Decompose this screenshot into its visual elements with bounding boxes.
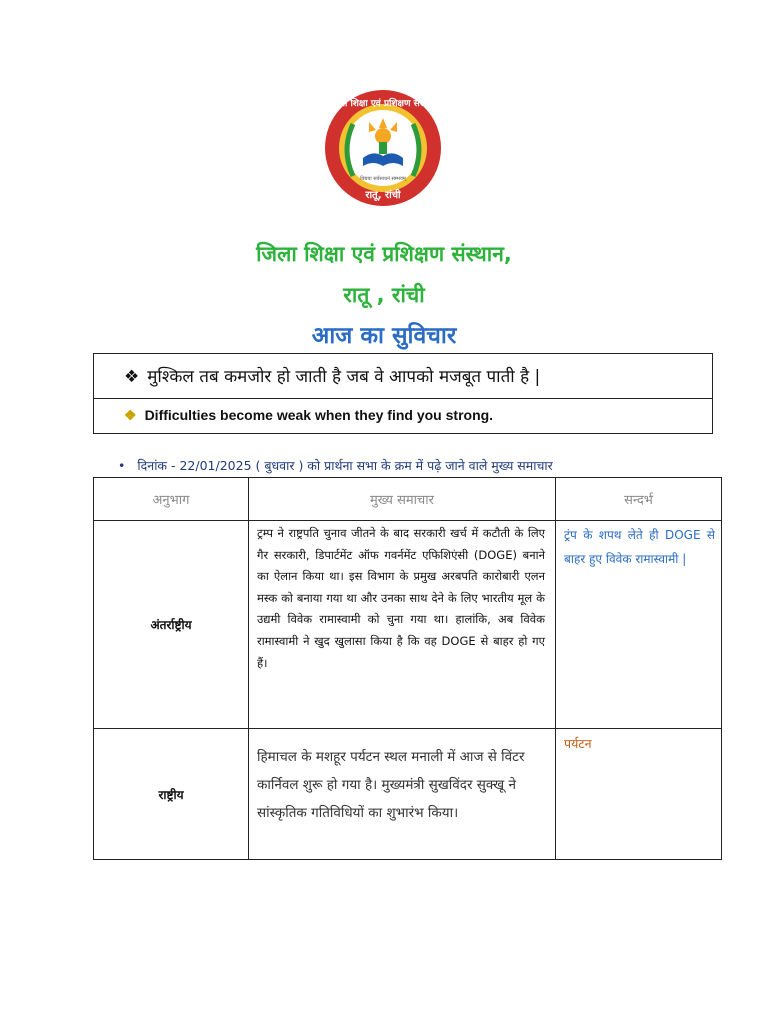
row-news: हिमाचल के मशहूर पर्यटन स्थल मनाली में आज से विंटर कार्निवल शुरू हो गया है। मुख्यमंत्री सुखविंदर सुक्खू ने सांस्कृतिक गतिविधियों का शुभारंभ किया। [249, 729, 556, 860]
institute-logo [303, 88, 463, 208]
row-reference: पर्यटन [556, 729, 722, 860]
diamond-bullet-icon: ❖ [124, 407, 137, 423]
thought-heading: आज का सुविचार [311, 323, 457, 349]
news-table [93, 477, 722, 860]
quote-hindi-text: मुश्किल तब कमजोर हो जाती है जब वे आपको मजबूत पाती है | [147, 367, 541, 387]
news-intro [118, 457, 553, 474]
table-row [94, 521, 722, 729]
quote-english-row [94, 399, 712, 434]
news-intro-text: दिनांक - 22/01/2025 ( बुधवार ) को प्रार्थना सभा के क्रम में पढ़े जाने वाले मुख्य समाचार [137, 458, 553, 473]
header-reference: सन्दर्भ [556, 478, 722, 521]
institute-name: जिला शिक्षा एवं प्रशिक्षण संस्थान, [256, 242, 512, 266]
diamond-bullet-icon: ❖ [124, 367, 140, 387]
quote-box [93, 353, 713, 434]
row-category: अंतर्राष्ट्रीय [94, 521, 249, 729]
table-row [94, 729, 722, 860]
bullet-icon: • [118, 458, 126, 473]
header-section: अनुभाग [94, 478, 249, 521]
logo-top-text: जिला शिक्षा एवं प्रशिक्षण संस्थान [329, 99, 437, 109]
quote-english-text: Difficulties become weak when they find you strong. [144, 407, 494, 423]
header-main-news: मुख्य समाचार [249, 478, 556, 521]
row-reference: ट्रंप के शपथ लेते ही DOGE से बाहर हुए विवेक रामास्वामी | [556, 521, 722, 729]
logo-bottom-text: रातू, रांची [365, 190, 401, 201]
institute-location: रातू , रांची [343, 283, 425, 307]
row-news: ट्रम्प ने राष्ट्रपति चुनाव जीतने के बाद सरकारी खर्च में कटौती के लिए गैर सरकारी, डिपार्टमेंट ऑफ गवर्नमेंट एफिशिएंसी (DOGE) बनाने का ऐलान किया था। इस विभाग के प्रमुख अरबपति कारोबारी एलन मस्क को बनाया गया था और उनका साथ देने के लिए भारतीय मूल के उद्यमी विवेक रामास्वामी को चुना गया था। हालांकि, अब विवेक रामास्वामी ने खुद खुलासा किया है कि वह DOGE से बाहर हो गए हैं। [249, 521, 556, 729]
table-header-row [94, 478, 722, 521]
quote-hindi-row [94, 354, 712, 399]
logo-motto: विद्यया सर्वसाधनं सम्भवम् [360, 176, 406, 182]
row-category: राष्ट्रीय [94, 729, 249, 860]
